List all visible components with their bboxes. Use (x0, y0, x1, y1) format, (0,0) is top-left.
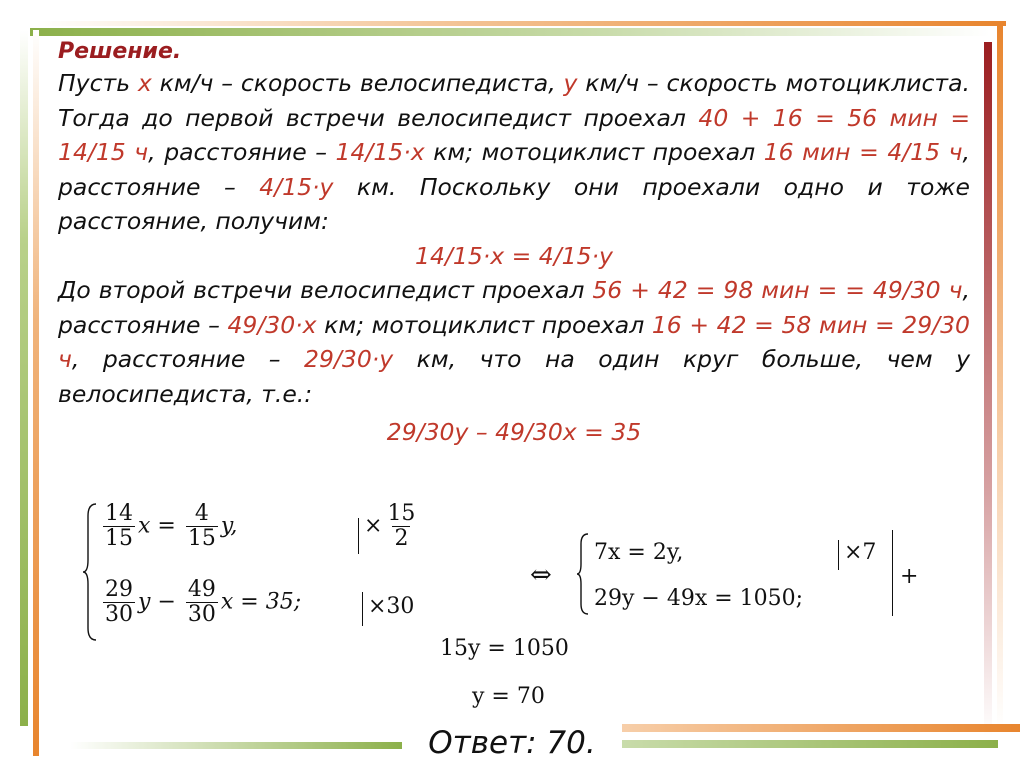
fraction-14-15: $\frac{14}{15}$ (105, 501, 133, 551)
top-bar-green (30, 28, 990, 36)
system-left-eq1: $\frac{14}{15}$ x = $\frac{4}{15}$ y, (105, 501, 238, 551)
multiplier-bar-3 (838, 540, 839, 570)
paragraph2-segment: 16 + 42 = 58 мин = 29/30 ч (58, 310, 970, 373)
paragraph-second-meeting (58, 273, 970, 411)
top-bar-orange (36, 21, 1006, 26)
system-left-brace (82, 502, 98, 642)
bottom-bar-left-green (70, 742, 402, 749)
paragraph2-segment: , расстояние – (71, 345, 305, 373)
paragraph1-segment: 4/15·y (259, 172, 334, 201)
multiplier-bar-2 (362, 592, 363, 626)
right-bar-orange (997, 24, 1003, 730)
bottom-bar-green (620, 740, 998, 748)
paragraph1-segment: км/ч – скорость велосипедиста, (151, 69, 564, 97)
system-right-eq2: 29y − 49x = 1050; (594, 586, 804, 611)
paragraph2-segment: 56 + 42 = 98 мин = = 49/30 ч (592, 276, 963, 304)
solution-heading: Решение. (58, 39, 182, 64)
paragraph2-segment: 29/30·y (304, 345, 394, 373)
system-left-eq2: $\frac{29}{30}$ y − $\frac{49}{30}$ x = 35; (105, 577, 302, 627)
fraction-29-30: $\frac{29}{30}$ (105, 577, 133, 627)
fraction-49-30: $\frac{49}{30}$ (187, 577, 216, 627)
paragraph1-segment: 40 + 16 = 56 мин = 14/15 ч (58, 103, 971, 166)
left-bar-orange (33, 30, 39, 756)
paragraph1-segment: км; мотоциклист проехал (424, 138, 764, 166)
multiplier-3: ×7 (844, 540, 877, 565)
paragraph1-segment: y (563, 69, 578, 97)
plus-sign: + (900, 564, 919, 589)
addition-bar (892, 530, 893, 616)
answer-text: Ответ: 70. (402, 720, 622, 766)
left-bar-green (20, 30, 28, 726)
multiplier-1: × $\frac{15}{2}$ (364, 501, 416, 551)
multiplier-bar-1 (358, 518, 359, 554)
result-15y: 15y = 1050 (440, 636, 569, 661)
paragraph1-segment: , расстояние – (148, 138, 336, 166)
system-right-brace (576, 532, 590, 616)
paragraph2-segment: км, что на один круг больше, чем у велосипедиста, т.е.: (58, 345, 970, 408)
paragraph2-segment: км; мотоциклист проехал (316, 310, 652, 339)
fraction-4-15: $\frac{4}{15}$ (187, 501, 216, 551)
paragraph1-segment: 16 мин = 4/15 ч (763, 138, 963, 166)
bottom-bar-orange (620, 724, 1020, 732)
paragraph1-segment: км. Поскольку они проехали одно и тоже расстояние, получим: (58, 172, 970, 235)
paragraph1-segment: км/ч – скорость мотоциклиста. Тогда до первой встречи велосипедист проехал (58, 69, 970, 132)
equivalence-arrow-icon: ⇔ (530, 560, 552, 590)
result-y: y = 70 (472, 684, 545, 709)
right-bar-crimson (984, 42, 992, 736)
paragraph1-segment: , расстояние – (58, 138, 971, 201)
paragraph2-segment: 49/30·x (227, 310, 317, 339)
solution-text (58, 38, 970, 450)
paragraph1-segment: x (137, 69, 152, 97)
system-right-eq1: 7x = 2y, (594, 540, 684, 565)
paragraph1-segment: Пусть (58, 69, 138, 97)
paragraph2-segment: , расстояние – (58, 276, 970, 339)
equation-second-meeting: 29/30y – 49/30x = 35 (386, 418, 642, 446)
equation-first-meeting: 14/15·x = 4/15·y (415, 241, 613, 270)
paragraph2-segment: До второй встречи велосипедист проехал (58, 276, 593, 304)
paragraph1-segment: 14/15·x (335, 138, 425, 166)
paragraph-first-meeting (58, 66, 970, 239)
multiplier-2: ×30 (368, 594, 415, 619)
